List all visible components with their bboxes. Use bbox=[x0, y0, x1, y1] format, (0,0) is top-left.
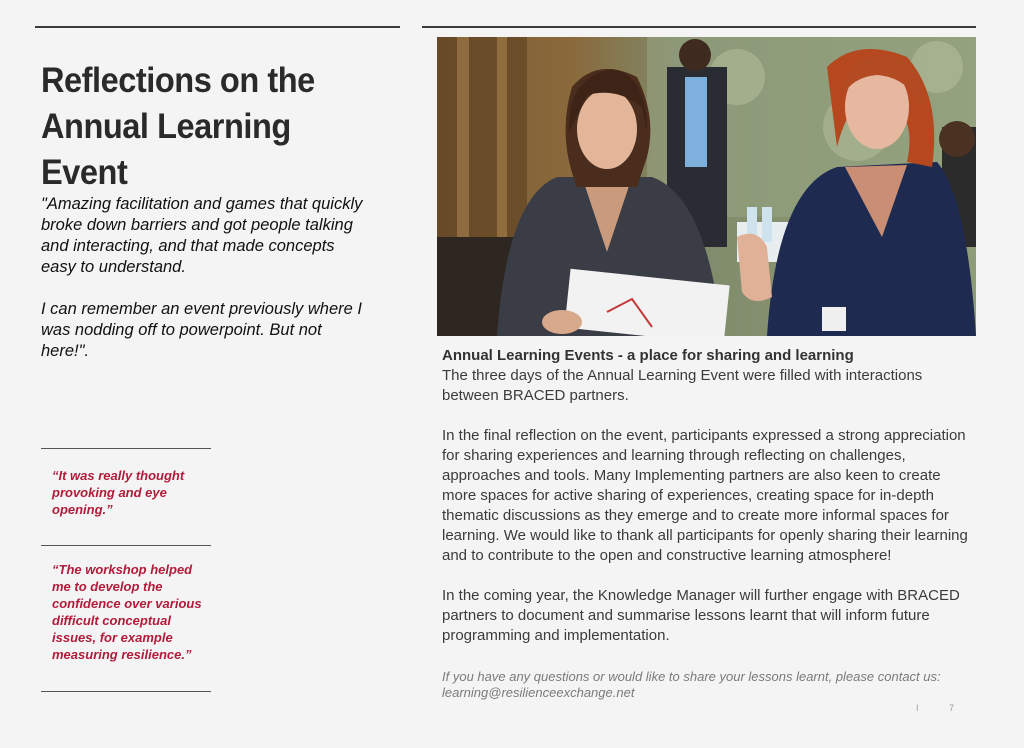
contact-note: If you have any questions or would like to share your lessons learnt, please contact us: learning@resilienceexchange.net bbox=[442, 669, 941, 700]
event-photo bbox=[437, 37, 976, 336]
top-rule-right bbox=[422, 26, 976, 28]
article-intro bbox=[442, 346, 972, 406]
article-paragraph-2: In the final reflection on the event, participants expressed a strong appreciation for sharing experiences and learning through reflecting on challenges, approaches and tools. Many Implementing partners are also keen to create more spaces for active sharing of experiences, creating space for in-depth thematic discussions as they emerge and to create more informal spaces for learning. We would like to thank all participants for openly sharing their learning and to contribute to the open and constructive learning atmosphere! bbox=[442, 427, 968, 564]
footer-mark: I bbox=[916, 703, 919, 713]
pull-quote-rule-bottom bbox=[41, 691, 211, 692]
page-title: Reflections on the Annual Learning Event bbox=[41, 61, 315, 192]
pull-quote-rule-middle bbox=[41, 545, 211, 546]
article-paragraph-3: In the coming year, the Knowledge Manager will further engage with BRACED partners to document and summarise lessons learnt that will inform future programming and implementation. bbox=[442, 587, 960, 644]
main-quote-part1: "Amazing facilitation and games that quickly broke down barriers and got people talking and interacting, and that made concepts easy to understand. bbox=[41, 195, 363, 276]
article-paragraph-1: The three days of the Annual Learning Event were filled with interactions between BRACED partners. bbox=[442, 367, 923, 404]
top-rule-left bbox=[35, 26, 400, 28]
main-quote bbox=[41, 194, 371, 362]
pull-quote-2: “The workshop helped me to develop the confidence over various difficult conceptual issues, for example measuring resilience.” bbox=[52, 562, 202, 662]
pull-quote-1: “It was really thought provoking and eye opening.” bbox=[52, 468, 185, 517]
article-heading: Annual Learning Events - a place for sharing and learning bbox=[442, 347, 854, 364]
photo-two-women-at-event bbox=[437, 37, 976, 336]
page-number: 7 bbox=[949, 703, 955, 713]
main-quote-part2: I can remember an event previously where I was nodding off to powerpoint. But not here!". bbox=[41, 300, 362, 360]
article bbox=[442, 346, 972, 646]
pull-quote-rule-top bbox=[41, 448, 211, 449]
